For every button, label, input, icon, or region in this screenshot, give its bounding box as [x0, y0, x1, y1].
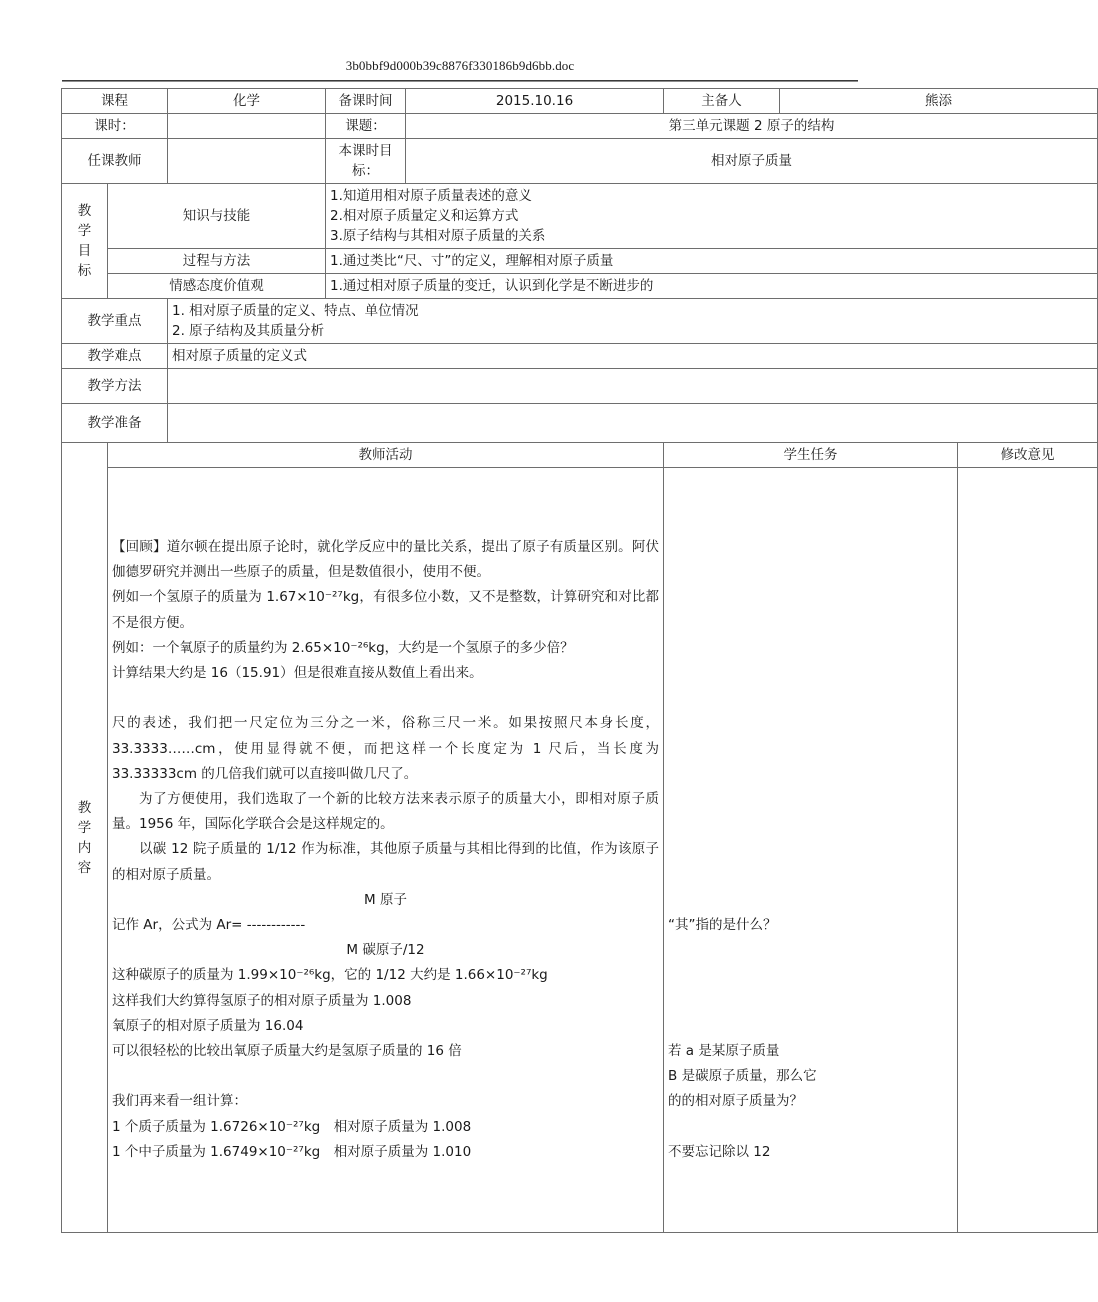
- objectives-label-char-1: 学: [77, 223, 92, 239]
- lesson-goal-value: 相对原子质量: [406, 139, 1098, 184]
- student-note: “其”指的是什么？: [668, 916, 777, 933]
- teacher-paragraph: 1 个质子质量为 1.6726×10⁻²⁷kg 相对原子质量为 1.008: [112, 1118, 472, 1135]
- teacher-paragraph: 例如：一个氧原子的质量约为 2.65×10⁻²⁶kg，大约是一个氢原子的多少倍？: [112, 639, 574, 656]
- table-row-focus: [62, 299, 1098, 344]
- focus-line: 1. 相对原子质量的定义、特点、单位情况: [172, 303, 419, 319]
- note-spacer: [668, 1014, 953, 1039]
- note-spacer: [668, 585, 953, 610]
- period-value: [168, 114, 326, 139]
- main-preparer-label: 主备人: [664, 89, 780, 114]
- teacher-paragraph: 以碳 12 院子质量的 1/12 作为标准，其他原子质量与其相比得到的比值，作为该原子的相对原子质量。: [112, 841, 660, 883]
- table-row-course: [62, 89, 1098, 114]
- teacher-paragraph: 氧原子的相对原子质量为 16.04: [112, 1017, 304, 1034]
- table-row-objective-knowledge: [62, 184, 1098, 249]
- teacher-activity-cell: [108, 468, 664, 1233]
- objectives-label-char-3: 标: [77, 263, 92, 279]
- main-preparer-value: 熊添: [780, 89, 1098, 114]
- content-label-char-3: 容: [77, 859, 92, 876]
- student-note: 不要忘记除以 12: [668, 1143, 771, 1160]
- objective-row-label-process: 过程与方法: [108, 249, 326, 274]
- lesson-goal-label: 本课时目标：: [326, 139, 406, 184]
- objective-line: 3.原子结构与其相对原子质量的关系: [330, 228, 546, 244]
- header-student-task: 学生任务: [664, 443, 958, 468]
- prep-time-value: 2015.10.16: [406, 89, 664, 114]
- teacher-activity-text: [112, 535, 659, 1165]
- note-spacer: [668, 787, 953, 812]
- focus-value: [168, 299, 1098, 344]
- note-spacer: [668, 963, 953, 988]
- formula-numerator: M 原子: [364, 891, 407, 908]
- course-label: 课程: [62, 89, 168, 114]
- table-row-content-headers: [62, 443, 1098, 468]
- teacher-paragraph: 例如一个氢原子的质量为 1.67×10⁻²⁷kg，有很多位小数，又不是整数，计算研究和对比都不是很方便。: [112, 589, 660, 631]
- note-spacer: [668, 863, 953, 888]
- objective-line: 2.相对原子质量定义和运算方式: [330, 208, 519, 224]
- teacher-paragraph: 为了方便使用，我们选取了一个新的比较方法来表示原子的质量大小，即相对原子质量。1956 年，国际化学联合会是这样规定的。: [112, 790, 660, 833]
- document-header: [62, 58, 858, 74]
- difficulty-label: 教学难点: [62, 344, 168, 369]
- objective-line: 1.知道用相对原子质量表述的意义: [330, 188, 532, 204]
- note-spacer: [668, 1114, 953, 1139]
- objective-row-label-knowledge: 知识与技能: [108, 184, 326, 249]
- content-label-char-1: 学: [77, 819, 92, 836]
- lesson-plan-table: [61, 88, 1098, 1233]
- objectives-section-label: [62, 184, 108, 299]
- table-row-objective-attitude: [62, 274, 1098, 299]
- note-spacer: [668, 837, 953, 862]
- method-value: [168, 369, 1098, 404]
- note-spacer: [668, 535, 953, 560]
- revision-notes-cell: [958, 468, 1098, 1233]
- content-label-char-2: 内: [77, 839, 92, 856]
- objective-row-value-knowledge: [326, 184, 1098, 249]
- table-row-period: [62, 114, 1098, 139]
- period-label: 课时：: [62, 114, 168, 139]
- method-label: 教学方法: [62, 369, 168, 404]
- objective-row-value-process: 1.通过类比“尺、寸”的定义，理解相对原子质量: [326, 249, 1098, 274]
- teacher-paragraph: 计算结果大约是 16（15.91）但是很难直接从数值上看出来。: [112, 664, 483, 681]
- header-filename: 3b0bbf9d000b39c8876f330186b9d6bb.doc: [345, 58, 575, 73]
- preparation-label: 教学准备: [62, 404, 168, 443]
- note-spacer: [668, 812, 953, 837]
- note-spacer: [668, 611, 953, 636]
- objectives-label-char-2: 目: [77, 243, 92, 259]
- header-divider: [62, 80, 858, 82]
- note-spacer: [668, 636, 953, 661]
- formula-line: 记作 Ar，公式为 Ar= ------------: [112, 917, 306, 933]
- table-row-preparation: [62, 404, 1098, 443]
- paragraph-spacer: [112, 686, 659, 711]
- content-side-label: [62, 443, 108, 1233]
- note-spacer: [668, 686, 953, 711]
- content-label-char-0: 教: [77, 799, 92, 816]
- note-spacer: [668, 661, 953, 686]
- note-spacer: [668, 989, 953, 1014]
- focus-label: 教学重点: [62, 299, 168, 344]
- table-row-objective-process: [62, 249, 1098, 274]
- teacher-paragraph: 这种碳原子的质量为 1.99×10⁻²⁶kg，它的 1/12 大约是 1.66×10⁻²⁷kg: [112, 967, 548, 984]
- objectives-label-char-0: 教: [77, 203, 92, 219]
- student-note: 的的相对原子质量为？: [668, 1093, 804, 1110]
- objective-row-label-attitude: 情感态度价值观: [108, 274, 326, 299]
- prep-time-label: 备课时间: [326, 89, 406, 114]
- student-task-text: [668, 535, 953, 1165]
- formula-denominator: M 碳原子/12: [346, 942, 425, 959]
- preparation-value: [168, 404, 1098, 443]
- teacher-paragraph: 这样我们大约算得氢原子的相对原子质量为 1.008: [112, 992, 412, 1009]
- teacher-paragraph: 【回顾】道尔顿在提出原子论时，就化学反应中的量比关系，提出了原子有质量区别。阿伏伽德罗研究并测出一些原子的质量，但是数值很小，使用不便。: [112, 538, 660, 581]
- topic-label: 课题：: [326, 114, 406, 139]
- student-task-cell: [664, 468, 958, 1233]
- teacher-paragraph: 可以很轻松的比较出氧原子质量大约是氢原子质量的 16 倍: [112, 1043, 462, 1060]
- header-revision-notes: 修改意见: [958, 443, 1098, 468]
- teacher-paragraph: 我们再来看一组计算：: [112, 1093, 247, 1110]
- teacher-label: 任课教师: [62, 139, 168, 184]
- note-spacer: [668, 711, 953, 736]
- table-row-content-body: [62, 468, 1098, 1233]
- teacher-paragraph: 1 个中子质量为 1.6749×10⁻²⁷kg 相对原子质量为 1.010: [112, 1143, 472, 1160]
- note-spacer: [668, 737, 953, 762]
- table-row-method: [62, 369, 1098, 404]
- objective-row-value-attitude: 1.通过相对原子质量的变迁，认识到化学是不断进步的: [326, 274, 1098, 299]
- paragraph-spacer: [112, 1064, 659, 1089]
- note-spacer: [668, 888, 953, 913]
- table-row-teacher: [62, 139, 1098, 184]
- teacher-value: [168, 139, 326, 184]
- student-note: B 是碳原子质量，那么它: [668, 1068, 817, 1085]
- student-note: 若 a 是某原子质量: [668, 1042, 780, 1059]
- topic-value: 第三单元课题 2 原子的结构: [406, 114, 1098, 139]
- table-row-difficulty: [62, 344, 1098, 369]
- difficulty-value: 相对原子质量的定义式: [168, 344, 1098, 369]
- note-spacer: [668, 762, 953, 787]
- header-teacher-activity: 教师活动: [108, 443, 664, 468]
- focus-line: 2. 原子结构及其质量分析: [172, 323, 325, 339]
- note-spacer: [668, 938, 953, 963]
- teacher-paragraph: 尺的表述，我们把一尺定位为三分之一米，俗称三尺一米。如果按照尺本身长度，33.3333……cm，使用显得就不便，而把这样一个长度定为 1 尺后，当长度为 33.33333cm 的几倍我们就可以直接叫做几尺了。: [112, 715, 660, 782]
- course-value: 化学: [168, 89, 326, 114]
- note-spacer: [668, 560, 953, 585]
